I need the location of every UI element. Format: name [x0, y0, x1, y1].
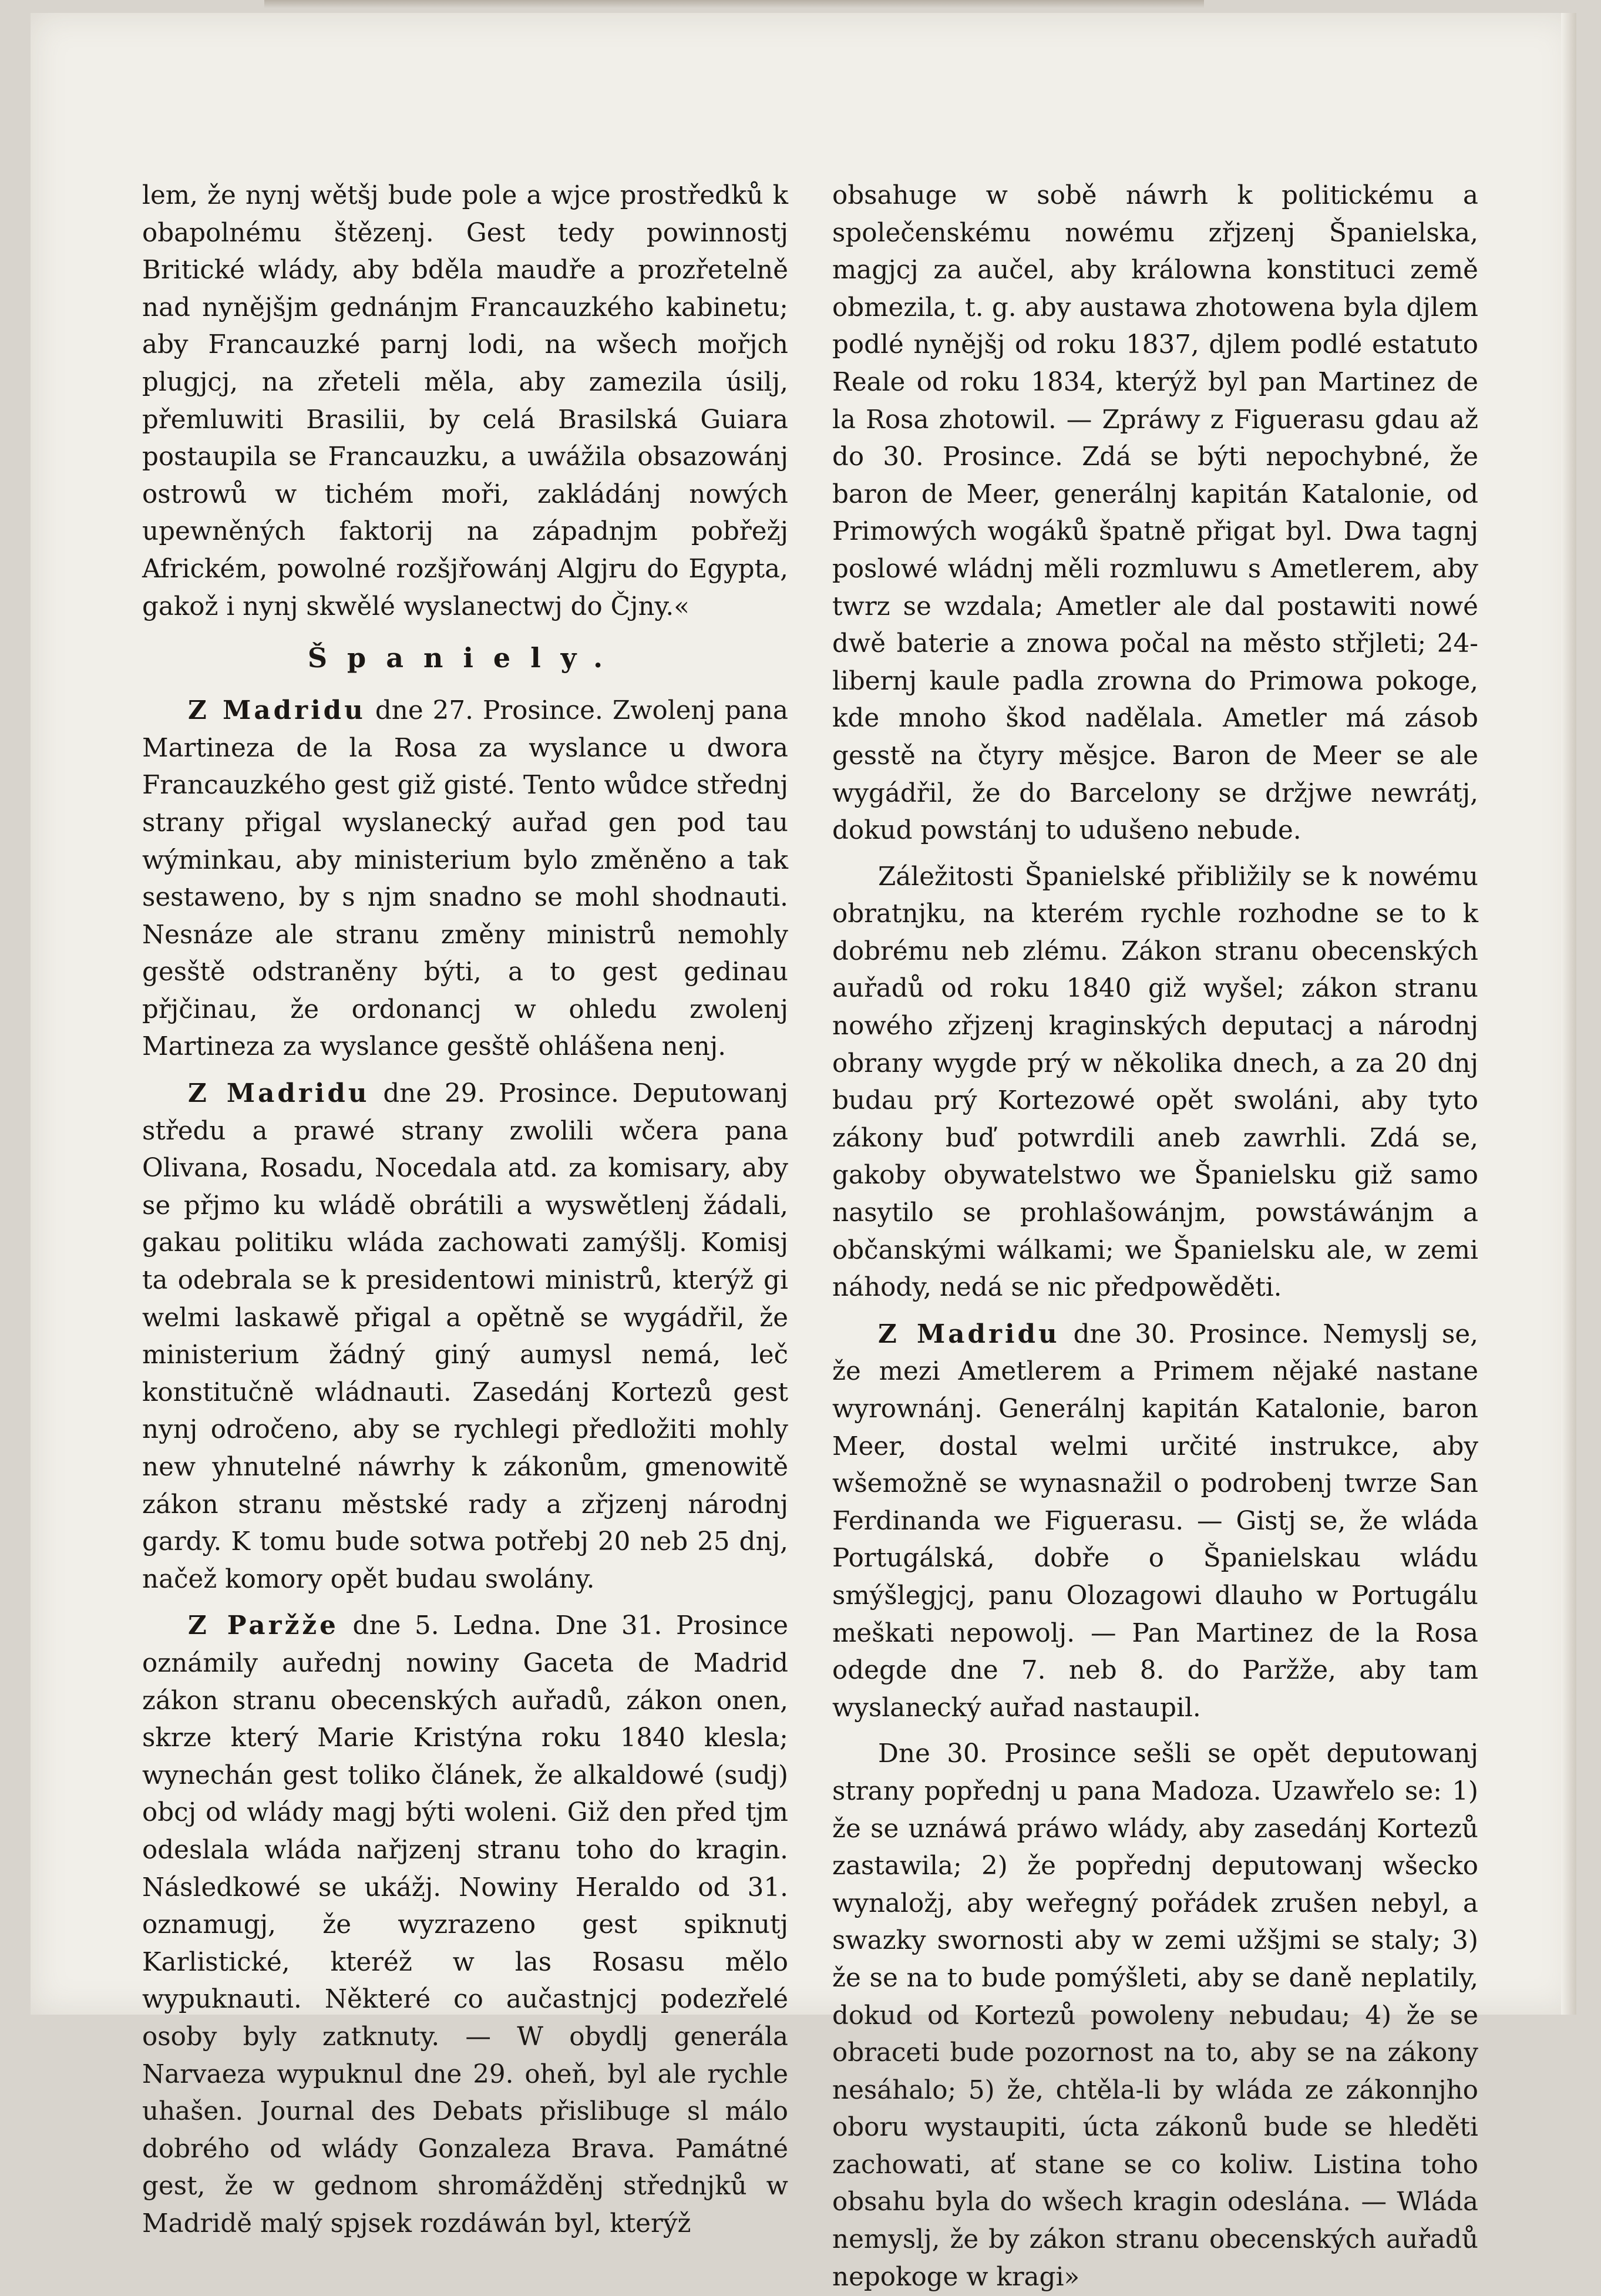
scan-top-shadow — [264, 0, 1204, 8]
newspaper-page — [31, 13, 1576, 2292]
paragraph-text: dne 5. Ledna. Dne 31. Prosince oznámily auřednj nowiny Gaceta de Madrid zákon stranu obecenských auřadů, zákon onen, skrze který Marie Kristýna roku 1840 klesla; wynechán gest toliko článek, že alkaldowé (sudj) obcj od wlády magj býti woleni. Giž den před tjm odeslala wláda nařjzenj stranu toho do kragin. Následkowé se ukážj. Nowiny Heraldo od 31. oznamugj, že wyzrazeno gest spiknutj Karlistické, kteréž w las Rosasu mělo wypuknauti. Některé co aučastnjcj podezřelé osoby byly zatknuty. — W obydlj generála Narvaeza wypuknul dne 29. oheň, byl ale rychle uhašen. Journal des Debats přislibuge sl málo dobrého od wlády Gonzaleza Brava. Památné gest, že w gednom shromážděnj střednjků w Madridě malý spjsek rozdáwán byl, kterýž — [142, 1611, 788, 2238]
article-paragraph: lem, že nynj wětšj bude pole a wjce prostředků k obapolnému štězenj. Gest tedy powinnostj Britické wlády, aby bděla maudře a prozřetelně nad nynějšjm gednánjm Francauzkého kabinetu; aby Francauzké parnj lodi, na wšech mořjch plugjcj, na zřeteli měla, aby zamezila úsilj, přemluwiti Brasilii, by celá Brasilská Guiara postaupila se Francauzku, a uwážila obsazowánj ostrowů w tichém moři, zakládánj nowých upewněných faktorij na západnjm pobřežj Africkém, powolné rozšjřowánj Algjru do Egypta, gakož i nynj skwělé wyslanectwj do Čjny.« — [142, 181, 788, 621]
paragraph-text: dne 30. Prosince. Nemyslj se, že mezi Ametlerem a Primem nějaké nastane wyrownánj. Generálnj kapitán Katalonie, baron Meer, dostal welmi určité instrukce, aby wšemožně se wynasnažil o podrobenj twrze San Ferdinanda we Figuerasu. — Gistj se, že wláda Portugálská, dobře o Španielskau wládu smýšlegjcj, panu Olozagowi dlauho w Portugálu meškati nepowolj. — Pan Martinez de la Rosa odegde dne 7. neb 8. do Paržže, aby tam wyslanecký auřad nastaupil. — [832, 1319, 1478, 1723]
article-paragraph: Dne 30. Prosince sešli se opět deputowanj strany popřednj u pana Madoza. Uzawřelo se: 1) že se uznáwá práwo wlády, aby zasedánj Kortezů zastawila; 2) že popřednj deputowanj wšecko wynaložj, aby weřegný pořádek zrušen nebyl, a swazky swornosti aby w zemi užšjmi se staly; 3) že se na to bude pomýšleti, aby se daně neplatily, dokud od Kortezů powoleny nebudau; 4) že se obraceti bude pozornost na to, aby se na zákony nesáhalo; 5) že, chtěla-li by wláda ze zákonnjho oboru wystaupiti, úcta zákonů bude se hleděti zachowati, ať stane se co koliw. Listina toho obsahu byla do wšech kragin odeslána. — Wláda nemyslj, že by zákon stranu obecenských auřadů nepokoge w kragi» — [832, 1739, 1478, 2292]
article-paragraph: Záležitosti Španielské přibližily se k nowému obratnjku, na kterém rychle rozhodne se to k dobrému neb zlému. Zákon stranu obecenských auřadů od roku 1840 giž wyšel; zákon stranu nowého zřjzenj kraginských deputacj a národnj obrany wygde prý w několika dnech, a za 20 dnj budau prý Kortezowé opět swoláni, aby tyto zákony buď potwrdili aneb zawrhli. Zdá se, gakoby obywatelstwo we Španielsku giž samo nasytilo se prohlašowánjm, powstáwánjm a občanskými wálkami; we Španielsku ale, w zemi náhody, nedá se nic předpowěděti. — [832, 862, 1478, 1303]
dateline: Z Paržže — [188, 1611, 339, 1641]
paragraph-text: dne 27. Prosince. Zwolenj pana Martineza de la Rosa za wyslance u dwora Francauzkého gest giž gisté. Tento wůdce střednj strany přigal wyslanecký auřad gen pod tau wýminkau, aby ministerium bylo změněno a tak sestaweno, by s njm snadno se mohl shodnauti. Nesnáze ale stranu změny ministrů nemohly gesště odstraněny býti, a to gest gedinau přjčinau, že ordonancj w ohledu zwolenj Martineza za wyslance gesště ohlášena nenj. — [142, 696, 788, 1062]
page-edge-shadow — [1561, 13, 1576, 2015]
article-paragraph — [142, 692, 788, 1066]
article-paragraph — [142, 1075, 788, 1598]
dateline: Z Madridu — [878, 1319, 1060, 1349]
left-column — [142, 177, 788, 2238]
section-heading-spain: Španiely. — [307, 642, 623, 674]
dateline: Z Madridu — [188, 1078, 370, 1109]
article-paragraph: obsahuge w sobě náwrh k politickému a společenskému nowému zřjzenj Španielska, magjcj za aučel, aby králowna konstituci země obmezila, t. g. aby austawa zhotowena byla djlem podlé nynějšj od roku 1837, djlem podlé estatuto Reale od roku 1834, kterýž byl pan Martinez de la Rosa zhotowil. — Zpráwy z Figuerasu gdau až do 30. Prosince. Zdá se býti nepochybné, že baron de Meer, generálnj kapitán Katalonie, od Primowých wogáků špatně přigat byl. Dwa tagnj poslowé wládnj měli rozmluwu s Ametlerem, aby twrz se wzdala; Ametler ale dal postawiti nowé dwě baterie a znowa počal na město střjleti; 24-libernj kaule padla zrowna do Primowa pokoge, kde mnoho škod nadělala. Ametler má zásob gesstě na čtyry měsjce. Baron de Meer se ale wygádřil, že do Barcelony se držjwe newrátj, dokud powstánj to udušeno nebude. — [832, 181, 1478, 846]
dateline: Z Madridu — [188, 695, 366, 726]
article-paragraph — [832, 1316, 1478, 1727]
article-paragraph — [142, 1607, 788, 2243]
paragraph-text: dne 29. Prosince. Deputowanj středu a prawé strany zwolili wčera pana Olivana, Rosadu, Nocedala atd. za komisary, aby se přjmo ku wládě obrátili a wyswětlenj žádali, gakau politiku wláda zachowati zamýšlj. Komisj ta odebrala se k presidentowi ministrů, kterýž gi welmi laskawě přigal a opětně se wygádřil, že ministerium žádný giný aumysl nemá, leč konstitučně wládnauti. Zasedánj Kortezů gest nynj odročeno, aby se rychlegi předložiti mohly new yhnutelné náwrhy k zákonům, gmenowitě zákon stranu městské rady a zřjzenj národnj gardy. K tomu bude sotwa potřebj 20 neb 25 dnj, načež komory opět budau swolány. — [142, 1079, 788, 1594]
right-column — [832, 177, 1478, 2292]
